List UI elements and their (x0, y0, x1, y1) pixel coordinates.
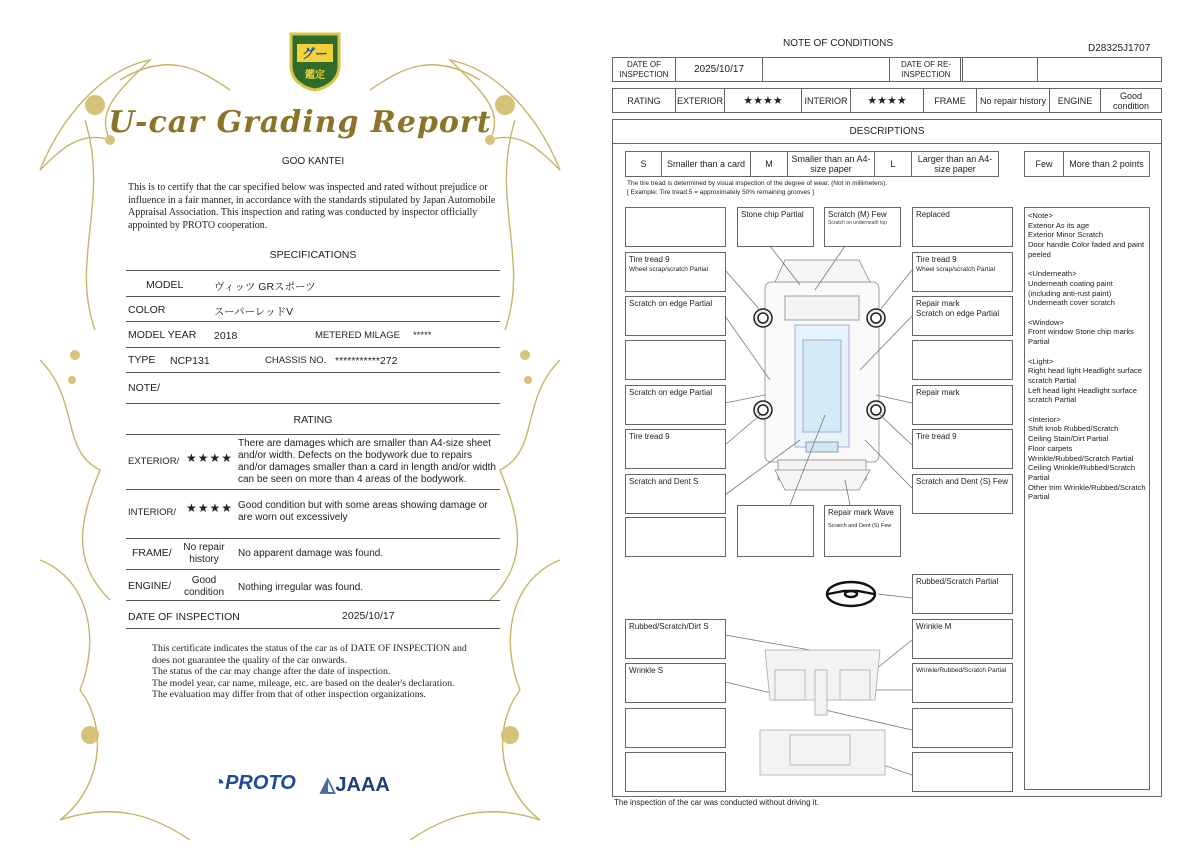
desc-text: Repair mark Wave (828, 508, 894, 517)
divider (126, 403, 500, 404)
rating-label: RATING (612, 88, 676, 113)
descriptions-heading: DESCRIPTIONS (612, 119, 1162, 144)
desc-subtext: Wheel scrap/scratch Partial (629, 266, 709, 273)
model-label: MODEL (146, 279, 184, 291)
desc-box (912, 296, 1013, 336)
desc-text: Stone chip Partial (741, 210, 804, 219)
proto-logo (213, 772, 296, 795)
desc-box-blank (625, 517, 726, 557)
desc-box (824, 207, 901, 247)
legend-l: L (874, 151, 912, 177)
desc-text: Scratch and Dent (S) Few (916, 477, 1009, 486)
desc-text: Repair mark (916, 388, 960, 397)
desc-box (912, 429, 1013, 469)
model-year-label: MODEL YEAR (128, 329, 197, 341)
milage-value: ***** (413, 330, 432, 341)
desc-box (912, 207, 1013, 247)
sheet-footer: The inspection of the car was conducted without driving it. (614, 798, 819, 807)
model-value: ヴィッツ GRスポーツ (214, 281, 316, 293)
note-line: Right head light Headlight surface scratch Partial (1028, 366, 1142, 385)
desc-box-blank (737, 505, 814, 557)
frame-value: No repair history (183, 542, 225, 565)
note-line: Left head light Headlight surface scratch Partial (1028, 385, 1137, 405)
desc-text: Tire tread 9 (916, 255, 957, 264)
jaaa-logo-text: JAAA (335, 774, 390, 796)
chassis-value: ***********272 (335, 355, 398, 367)
desc-box-blank (912, 340, 1013, 380)
jaaa-mark-icon: ◭ (320, 774, 336, 796)
desc-text: Scratch on edge Partial (629, 388, 713, 397)
desc-box (824, 505, 901, 557)
engine-value: Good condition (183, 575, 225, 598)
legend-m-text: Smaller than an A4-size paper (787, 151, 875, 177)
desc-text: Wrinkle M (916, 622, 952, 631)
divider (126, 321, 500, 322)
note-line: Ceiling Wrinkle/Rubbed/Scratch Partial (1028, 463, 1136, 482)
desc-text: Wrinkle S (629, 666, 664, 675)
divider (126, 434, 500, 435)
desc-box-blank (625, 340, 726, 380)
certificate-subtitle: GOO KANTEI (281, 156, 345, 167)
color-value: スーパーレッドV (214, 306, 294, 318)
footer-line: The evaluation may differ from that of other inspection organizations. (152, 689, 426, 701)
note-line: Exterior Minor Scratch (1028, 230, 1104, 240)
desc-subtext: Scratch on underneath top (828, 220, 887, 226)
note-line: Other trim Wrinkle/Rubbed/Scratch Partial (1028, 482, 1146, 502)
desc-box (912, 252, 1013, 292)
desc-subtext: Wheel scrap/scratch Partial (916, 266, 996, 273)
divider (126, 372, 500, 373)
color-label: COLOR (128, 304, 166, 316)
divider (126, 296, 500, 297)
note-line (1028, 347, 1146, 357)
desc-text: Replaced (916, 210, 950, 219)
desc-box (737, 207, 814, 247)
note-line: <Underneath> (1028, 269, 1077, 279)
desc-text: Rubbed/Scratch Partial (916, 577, 999, 586)
desc-box (912, 663, 1013, 703)
note-line (1028, 308, 1146, 318)
date-of-inspection-value: 2025/10/17 (675, 57, 763, 82)
desc-box (625, 296, 726, 336)
note-label: NOTE/ (128, 382, 161, 394)
divider (126, 489, 500, 490)
certificate-intro: This is to certify that the car specified below was inspected and rated without prejudice or influence in a fair manner, in accordance with the standards stipulated by Japan Automobile Appraisal Association. This inspection and rating was conducted by inspector officially appointed by PROTO cooperation. (128, 182, 496, 231)
desc-box (912, 574, 1013, 614)
note-line: <Window> (1028, 317, 1064, 327)
chassis-label: CHASSIS NO. (265, 355, 327, 366)
footer-line: The status of the car may change after the date of inspection. (152, 666, 391, 678)
desc-box (912, 474, 1013, 514)
certificate-footer (152, 643, 472, 701)
interior-label: INTERIOR (801, 88, 851, 113)
desc-box-blank (912, 752, 1013, 792)
frame-value: No repair history (976, 88, 1050, 113)
note-line: <Interior> (1028, 414, 1061, 424)
desc-text: Scratch on edge Partial (916, 309, 1000, 318)
exterior-text: There are damages which are smaller than A4-size sheet and/or width. Defects on the bodywork due to repairs and/or damages smaller than a card in length and/or width can be seen on more than 4 areas of the bodywork. (238, 438, 496, 485)
exterior-stars: ★★★★ (186, 451, 234, 465)
note-line: <Light> (1028, 356, 1054, 366)
type-label: TYPE (128, 354, 156, 366)
divider (126, 347, 500, 348)
interior-stars: ★★★★ (850, 88, 924, 113)
desc-box (912, 619, 1013, 659)
proto-logo-text: PROTO (225, 772, 296, 794)
desc-box (625, 663, 726, 703)
rating-heading: RATING (293, 414, 333, 426)
desc-box (912, 385, 1013, 425)
desc-text: Scratch on edge Partial (629, 299, 713, 308)
model-year-value: 2018 (214, 330, 238, 342)
interior-stars: ★★★★ (186, 501, 234, 515)
sheet-title: NOTE OF CONDITIONS (783, 38, 893, 49)
desc-box (625, 619, 726, 659)
proto-mark-icon: ◔ (213, 772, 226, 794)
desc-subtext: Scratch and Dent (S) Few (828, 523, 892, 529)
interior-label: INTERIOR/ (128, 507, 177, 518)
note-line (1028, 260, 1146, 270)
desc-box-blank (912, 708, 1013, 748)
date-value: 2025/10/17 (342, 610, 395, 622)
tire-note-example: [ Example: Tire tread 5 = approximately 50% remaining grooves ] (627, 189, 814, 196)
jaaa-logo (320, 772, 390, 797)
divider (126, 600, 500, 601)
doc-id: D28325J1707 (1088, 43, 1151, 54)
tire-note: The tire tread is determined by visual inspection of the degree of wear. (Not in millimeters). (627, 180, 888, 187)
engine-label: ENGINE/ (128, 580, 172, 592)
divider (126, 628, 500, 629)
frame-label: FRAME (923, 88, 977, 113)
note-line: <Note> (1028, 211, 1053, 220)
goo-kantei-logo (287, 30, 343, 92)
legend-m: M (750, 151, 788, 177)
legend-s-text: Smaller than a card (661, 151, 751, 177)
desc-text: Wrinkle/Rubbed/Scratch Partial (916, 667, 1007, 674)
legend-l-text: Larger than an A4-size paper (911, 151, 999, 177)
desc-box-blank (625, 708, 726, 748)
exterior-stars: ★★★★ (724, 88, 802, 113)
desc-box (625, 474, 726, 514)
conditions-page (600, 0, 1200, 848)
desc-text: Scratch (M) Few (828, 210, 887, 219)
legend-few: Few (1024, 151, 1064, 177)
engine-value: Good condition (1100, 88, 1162, 113)
legend-s: S (625, 151, 662, 177)
desc-text: Tire tread 9 (629, 255, 670, 264)
desc-box-blank (625, 207, 726, 247)
date-of-inspection-label: DATE OF INSPECTION (612, 57, 676, 82)
desc-box (625, 429, 726, 469)
note-line: Ceiling Stain/Dirt Partial (1028, 434, 1109, 444)
divider (126, 538, 500, 539)
frame-text: No apparent damage was found. (238, 548, 384, 559)
note-line: Door handle Color faded and paint peeled (1028, 240, 1145, 259)
type-value: NCP131 (170, 355, 210, 367)
certificate-title: U-car Grading Report (108, 105, 492, 140)
desc-text: Rubbed/Scratch/Dirt S (629, 622, 709, 631)
desc-box (625, 385, 726, 425)
desc-text: Tire tread 9 (629, 432, 670, 441)
divider (126, 270, 500, 271)
desc-box (625, 252, 726, 292)
footer-line: This certificate indicates the status of the car as of DATE OF INSPECTION and does not guarantee the quality of the car onwards. (152, 643, 467, 666)
notes-panel (1024, 207, 1150, 790)
desc-text: Repair mark (916, 299, 960, 308)
note-line: Front window Stone chip marks Partial (1028, 327, 1134, 347)
note-line: Underneath coating paint (including anti-rust paint) (1028, 278, 1113, 298)
interior-text: Good condition but with some areas showing damage or are worn out excessively (238, 500, 488, 523)
milage-label: METERED MILAGE (315, 330, 400, 341)
exterior-label: EXTERIOR/ (128, 456, 180, 467)
engine-text: Nothing irregular was found. (238, 582, 364, 593)
exterior-label: EXTERIOR (675, 88, 725, 113)
reinspection-label: DATE OF RE-INSPECTION (889, 57, 963, 82)
note-line: Exterior As its age (1028, 220, 1090, 230)
desc-text: Scratch and Dent S (629, 477, 699, 486)
svg-text:グー: グー (301, 47, 329, 62)
date-label: DATE OF INSPECTION (128, 611, 240, 623)
divider (126, 569, 500, 570)
desc-box-blank (625, 752, 726, 792)
svg-text:鑑定: 鑑定 (305, 70, 325, 81)
engine-label: ENGINE (1049, 88, 1101, 113)
legend-few-text: More than 2 points (1063, 151, 1150, 177)
note-line: Underneath cover scratch (1028, 298, 1115, 308)
note-line: Shift knob Rubbed/Scratch (1028, 424, 1119, 434)
frame-label: FRAME/ (132, 547, 172, 559)
note-line: Floor carpets Wrinkle/Rubbed/Scratch Partial (1028, 443, 1134, 463)
specifications-heading: SPECIFICATIONS (269, 249, 357, 261)
note-line (1028, 405, 1146, 415)
desc-text: Tire tread 9 (916, 432, 957, 441)
footer-line: The model year, car name, mileage, etc. are based on the dealer's declaration. (152, 677, 455, 689)
